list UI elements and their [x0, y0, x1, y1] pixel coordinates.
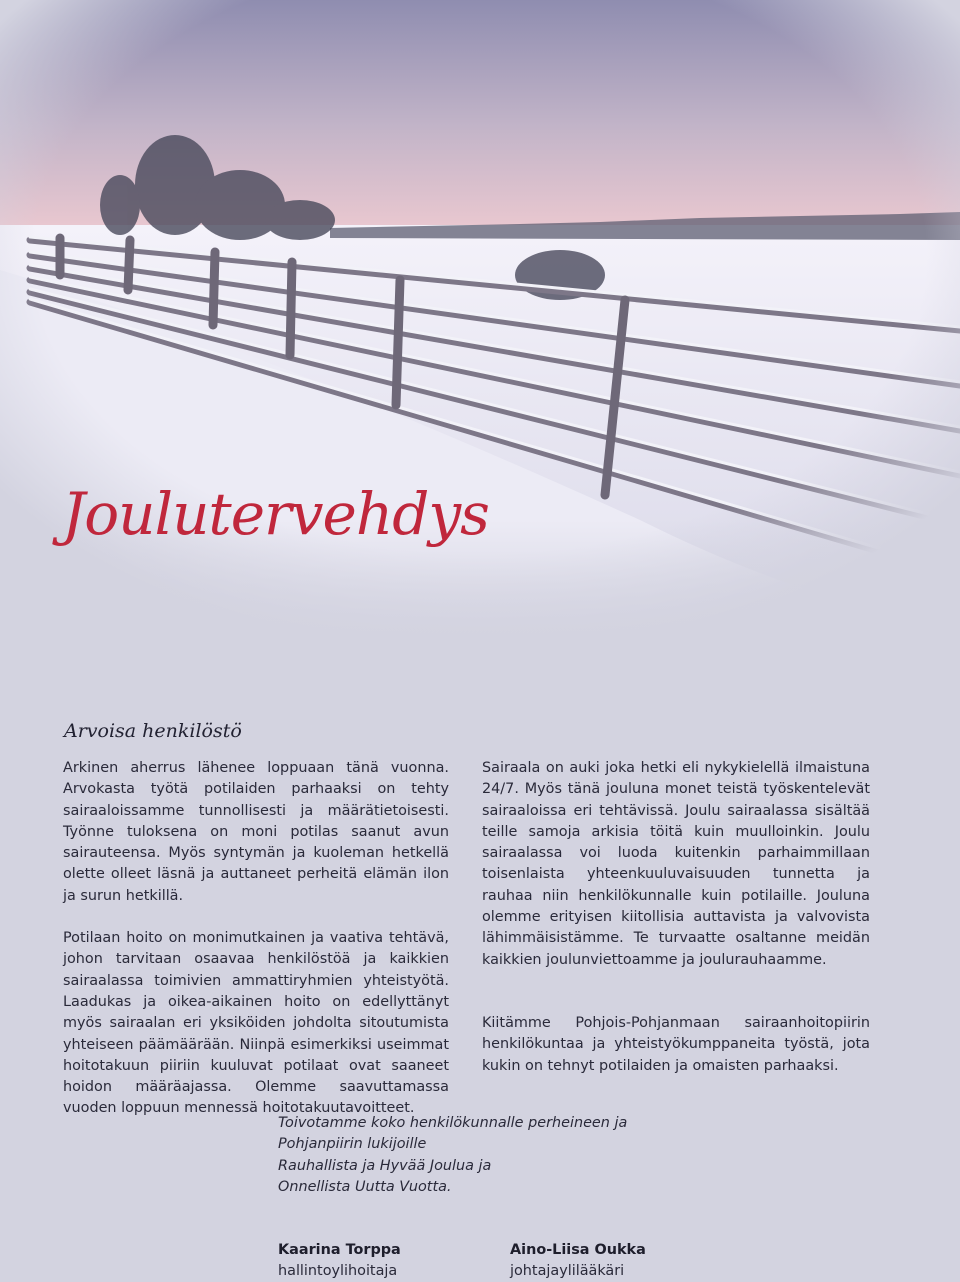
- letter-left-column: [63, 758, 449, 1141]
- season-greeting: [278, 1113, 627, 1198]
- greeting-line: Pohjanpiirin lukijoille: [278, 1136, 427, 1153]
- signature-name: Kaarina Torppa: [278, 1242, 401, 1258]
- greeting-line: Onnellista Uutta Vuotta.: [278, 1178, 452, 1195]
- paragraph: Kiitämme Pohjois-Pohjanmaan sairaanhoitopiirin henkilökuntaa ja yhteistyökumppaneita työstä, jota kukin on tehnyt potilaiden ja omaisten parhaaksi.: [482, 1014, 870, 1074]
- letter-right-column: [482, 758, 870, 1098]
- paragraph: Arkinen aherrus lähenee loppuaan tänä vuonna. Arvokasta työtä potilaiden parhaaksi on tehty sairaaloissamme tunnollisesti ja määrätietoisesti. Työnne tuloksena on moni potilas saanut avun sairauteensa. Myös syntymän ja kuoleman hetkellä olette olleet läsnä ja auttaneet perheitä elämän ilon ja surun hetkillä.: [63, 760, 449, 904]
- page-title: Joulutervehdys: [62, 480, 489, 548]
- signature-title: hallintoylihoitaja: [278, 1263, 398, 1279]
- signature: [510, 1240, 646, 1282]
- signature-title: johtajaylilääkäri: [510, 1263, 625, 1279]
- signature: [278, 1240, 401, 1282]
- greeting-line: Toivotamme koko henkilökunnalle perheineen ja: [278, 1115, 628, 1131]
- greeting-line: Rauhallista ja Hyvää Joulua ja: [278, 1157, 492, 1174]
- paragraph: Sairaala on auki joka hetki eli nykykielellä ilmaistuna 24/7. Myös tänä jouluna monet teistä työskentelevät sairaaloissa eri tehtävissä. Joulu sairaalassa sisältää teille samoja arkisia töitä kuin muulloinkin. Joulu sairaalassa voi luoda kuitenkin parhaimmillaan toisenlaista yhteenkuuluvaisuuden tunnetta ja rauhaa niin henkilökunnalle kuin potilaille. Jouluna olemme erityisen kiitollisia auttavista ja valvovista lähimmäisistämme. Te turvaatte osaltanne meidän kaikkien joulunviettoamme ja joulurauhaamme.: [482, 760, 870, 968]
- signature-name: Aino-Liisa Oukka: [510, 1242, 646, 1258]
- salutation: Arvoisa henkilöstö: [64, 720, 242, 742]
- paragraph: Potilaan hoito on monimutkainen ja vaativa tehtävä, johon tarvitaan osaavaa henkilöstöä ja kaikkien sairaalassa toimivien ammattiryhmien yhteistyötä. Laadukas ja oikea-aikainen hoito on edellyttänyt myös sairaalan eri yksiköiden johdolta sitoutumista yhteiseen päämäärään. Niinpä esimerkiksi useimmat hoitotakuun piiriin kuuluvat potilaat ovat saaneet hoidon määräajassa. Olemme saavuttamassa vuoden loppuun mennessä hoitotakuutavoitteet.: [63, 930, 449, 1117]
